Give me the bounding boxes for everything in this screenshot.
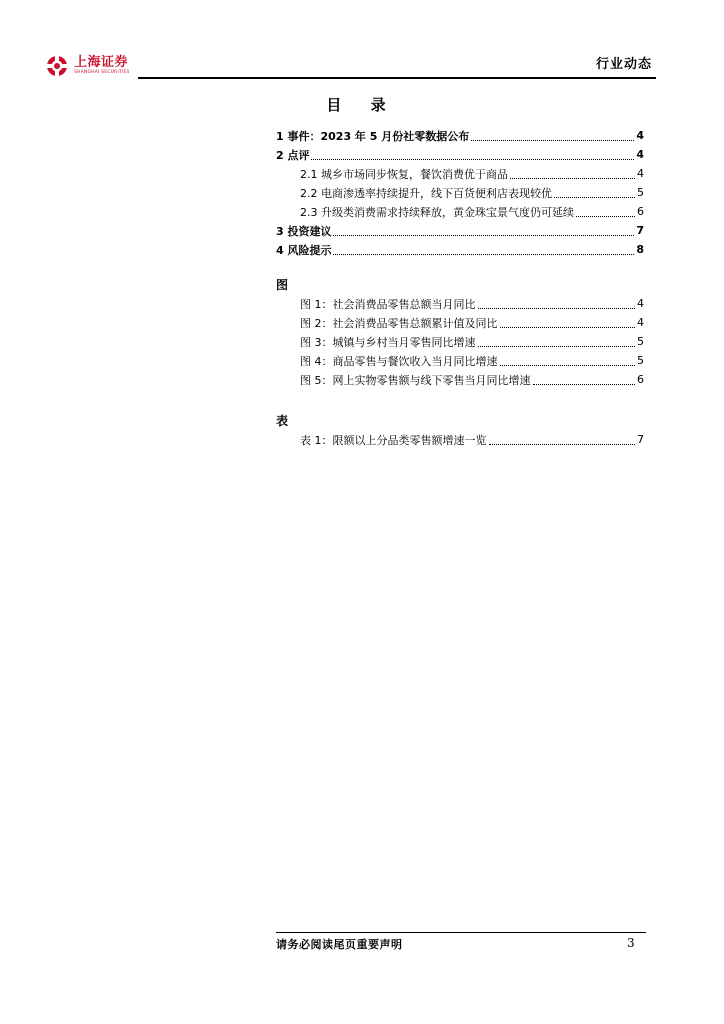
figure-entry-page: 5	[637, 354, 644, 367]
table-of-contents	[276, 126, 644, 449]
figure-entry-text: 图 5：网上实物零售额与线下零售当月同比增速	[300, 373, 531, 387]
figure-entry-text: 图 2：社会消费品零售总额累计值及同比	[300, 316, 498, 330]
figure-entry[interactable]	[276, 332, 644, 351]
table-entry[interactable]	[276, 430, 644, 449]
figure-entry-text: 图 3：城镇与乡村当月零售同比增速	[300, 335, 476, 349]
logo-emblem-icon	[46, 55, 68, 77]
header-divider	[138, 77, 656, 79]
toc-entry-page: 4	[636, 148, 644, 161]
figure-entry-page: 6	[637, 373, 644, 386]
dot-leader	[489, 443, 636, 445]
figure-entry[interactable]	[276, 294, 644, 313]
toc-entry[interactable]	[276, 202, 644, 221]
toc-entry-text: 2.1 城乡市场同步恢复，餐饮消费优于商品	[300, 167, 508, 181]
table-entry-text: 表 1：限额以上分品类零售额增速一览	[300, 433, 487, 447]
dot-leader	[500, 326, 636, 328]
dot-leader	[510, 177, 635, 179]
toc-title: 目 录	[326, 96, 398, 114]
logo-english-name: SHANGHAI SECURITIES	[74, 70, 130, 75]
toc-entry-text: 2 点评	[276, 148, 310, 162]
figure-entry-text: 图 1：社会消费品零售总额当月同比	[300, 297, 476, 311]
figure-entry-page: 5	[637, 335, 644, 348]
dot-leader	[333, 253, 634, 255]
figure-entry[interactable]	[276, 351, 644, 370]
toc-entry-page: 5	[637, 186, 644, 199]
dot-leader	[576, 215, 635, 217]
toc-entry[interactable]	[276, 221, 644, 240]
dot-leader	[471, 139, 634, 141]
toc-entry-text: 2.2 电商渗透率持续提升，线下百货便利店表现较优	[300, 186, 552, 200]
report-type-title: 行业动态	[595, 57, 652, 72]
company-logo	[46, 55, 130, 77]
logo-chinese-name: 上海证券	[74, 55, 129, 70]
footer-divider	[276, 932, 646, 933]
dot-leader	[478, 345, 636, 347]
figure-entry-text: 图 4：商品零售与餐饮收入当月同比增速	[300, 354, 498, 368]
figure-entry[interactable]	[276, 313, 644, 332]
dot-leader	[311, 158, 634, 160]
figure-entry-page: 4	[637, 316, 644, 329]
toc-entry-text: 4 风险提示	[276, 243, 332, 257]
table-entry-page: 7	[637, 433, 644, 446]
toc-entry-page: 4	[637, 167, 644, 180]
dot-leader	[333, 234, 634, 236]
toc-entry-text: 3 投资建议	[276, 224, 332, 238]
toc-entry-page: 8	[636, 243, 644, 256]
page-number: 3	[627, 936, 635, 950]
dot-leader	[533, 383, 636, 385]
disclaimer-note: 请务必阅读尾页重要声明	[276, 938, 403, 951]
page-header	[46, 48, 656, 82]
figures-heading: 图	[276, 278, 289, 292]
dot-leader	[554, 196, 635, 198]
dot-leader	[500, 364, 636, 366]
toc-entry-page: 6	[637, 205, 644, 218]
toc-entry[interactable]	[276, 126, 644, 145]
figure-entry-page: 4	[637, 297, 644, 310]
tables-heading: 表	[276, 414, 289, 428]
toc-entry-page: 4	[636, 129, 644, 142]
figure-entry[interactable]	[276, 370, 644, 389]
toc-entry[interactable]	[276, 164, 644, 183]
toc-entry-text: 1 事件：2023 年 5 月份社零数据公布	[276, 129, 470, 143]
toc-entry[interactable]	[276, 240, 644, 259]
dot-leader	[478, 307, 636, 309]
toc-entry-text: 2.3 升级类消费需求持续释放，黄金珠宝景气度仍可延续	[300, 205, 574, 219]
toc-entry[interactable]	[276, 145, 644, 164]
toc-entry[interactable]	[276, 183, 644, 202]
toc-entry-page: 7	[636, 224, 644, 237]
